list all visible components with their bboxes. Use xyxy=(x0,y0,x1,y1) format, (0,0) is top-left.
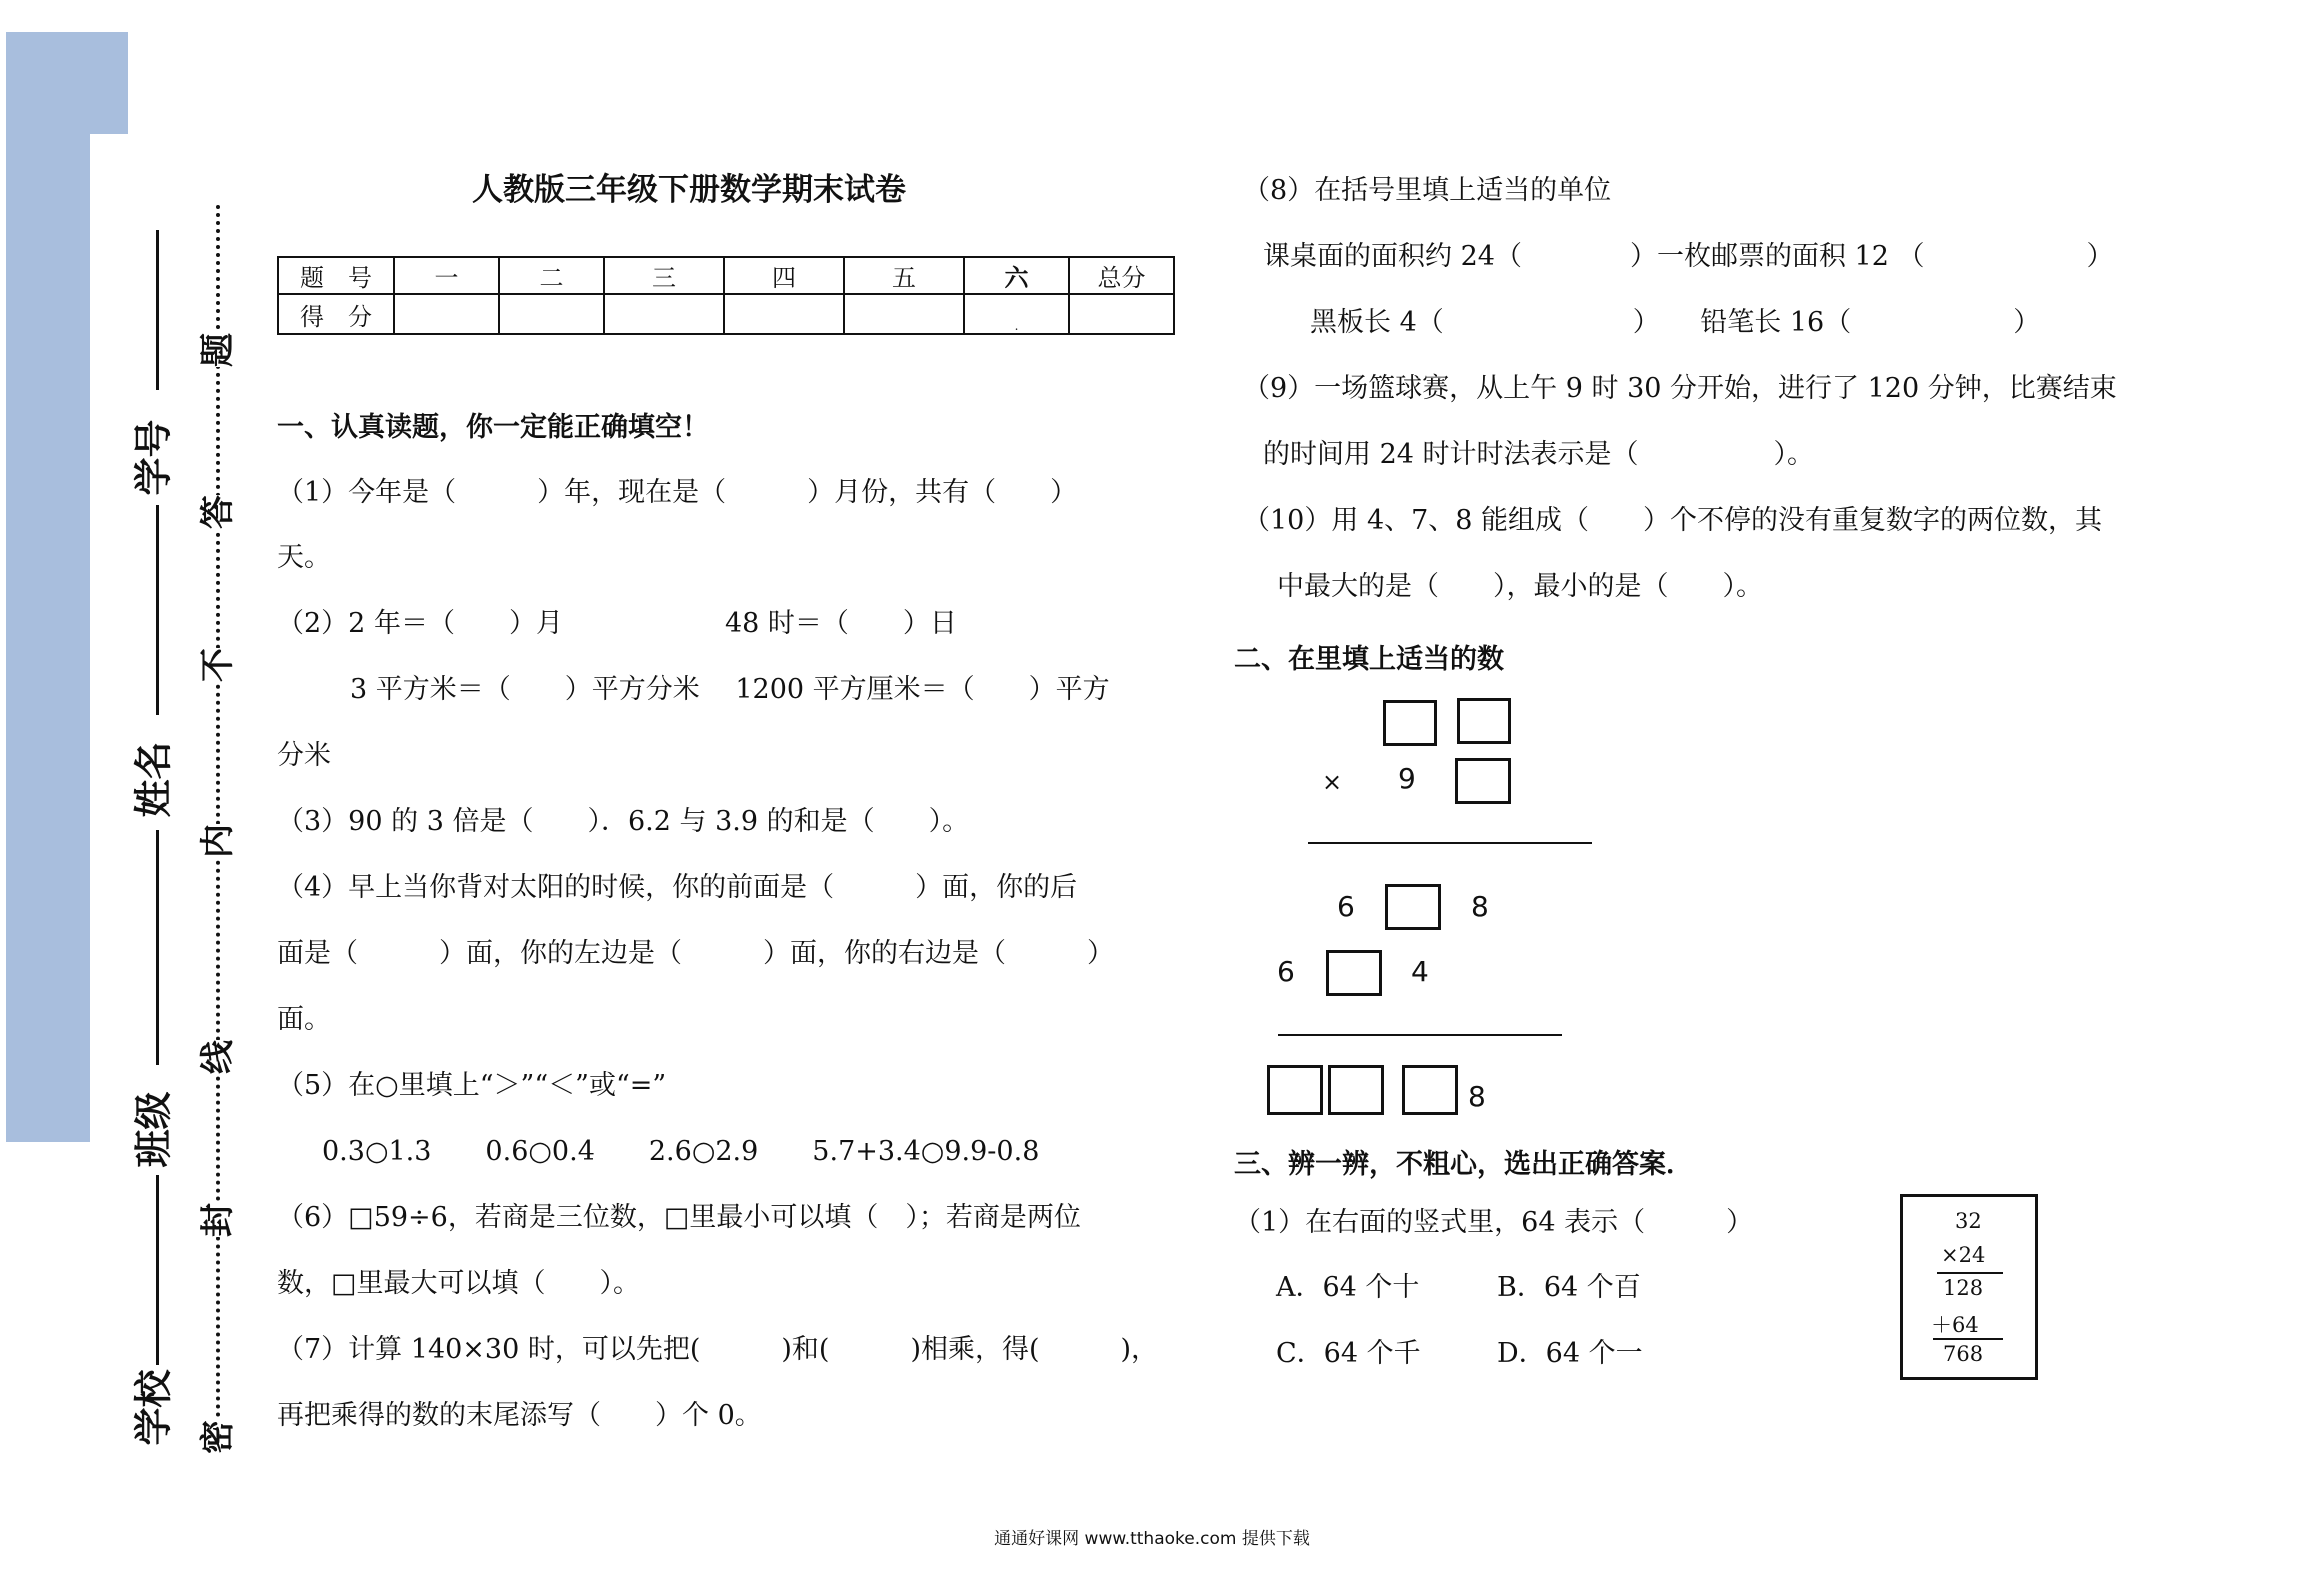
option-b[interactable]: B．64 个百 xyxy=(1497,1272,1641,1303)
score-cell[interactable] xyxy=(844,294,964,334)
question-line: 黑板长 4（ ） 铅笔长 16（ ） xyxy=(1310,307,2041,338)
question-line: 天。 xyxy=(277,542,331,573)
score-header-cell: 六 xyxy=(964,257,1069,294)
question-line: （6）□59÷6，若商是三位数，□里最小可以填（ ）；若商是两位 xyxy=(277,1202,1081,1233)
field-student-id: 学号 xyxy=(131,419,176,496)
question-line: （7）计算 140×30 时，可以先把( )和( )相乘，得( )， xyxy=(277,1334,1159,1365)
question-line: （5）在○里填上“＞”“＜”或“=” xyxy=(277,1070,667,1101)
question-line: （9）一场篮球赛，从上午 9 时 30 分开始，进行了 120 分钟，比赛结束 xyxy=(1243,373,2117,404)
seal-char: 内 xyxy=(198,824,238,858)
field-line xyxy=(156,830,159,1065)
answer-box[interactable] xyxy=(1267,1065,1323,1115)
question-line: 分米 xyxy=(277,740,331,771)
calc-line: 32 xyxy=(1955,1209,1982,1233)
footer-credit: 通通好课网 www.tthaoke.com 提供下载 xyxy=(994,1529,1310,1549)
digit: 8 xyxy=(1468,1080,1486,1113)
field-line xyxy=(156,505,159,715)
answer-box[interactable] xyxy=(1402,1065,1458,1115)
score-cell[interactable] xyxy=(724,294,844,334)
section2-heading: 二、在里填上适当的数 xyxy=(1234,644,1504,675)
score-cell[interactable] xyxy=(604,294,724,334)
field-line xyxy=(156,230,159,390)
seal-char: 线 xyxy=(198,1040,238,1074)
score-cell[interactable]: . xyxy=(964,294,1069,334)
page-title: 人教版三年级下册数学期末试卷 xyxy=(472,172,906,208)
question-line: （1）在右面的竖式里，64 表示（ ） xyxy=(1234,1207,1754,1238)
question-line: （3）90 的 3 倍是（ ）．6.2 与 3.9 的和是（ ）。 xyxy=(277,806,970,837)
score-header-cell: 总分 xyxy=(1069,257,1174,294)
question-line: 面。 xyxy=(277,1004,331,1035)
question-line: 中最大的是（ ），最小的是（ ）。 xyxy=(1277,571,1763,602)
score-header-cell: 二 xyxy=(499,257,604,294)
answer-box[interactable] xyxy=(1457,698,1511,744)
multiply-sign: × xyxy=(1322,768,1343,796)
score-cell[interactable] xyxy=(394,294,499,334)
question-line: 课桌面的面积约 24（ ）一枚邮票的面积 12 （ ） xyxy=(1263,241,2114,272)
calc-rule xyxy=(1278,1034,1562,1036)
answer-box[interactable] xyxy=(1455,758,1511,804)
seal-char: 不 xyxy=(198,648,238,682)
question-line: 0.3○1.3 0.6○0.4 2.6○2.9 5.7+3.4○9.9-0.8 xyxy=(322,1136,1040,1167)
digit: 8 xyxy=(1471,890,1489,923)
question-line: 面是（ ）面，你的左边是（ ）面，你的右边是（ ） xyxy=(277,938,1114,969)
answer-box[interactable] xyxy=(1383,700,1437,746)
vertical-calc-box xyxy=(1900,1194,2038,1380)
score-header-cell: 题 号 xyxy=(278,257,394,294)
field-school: 学校 xyxy=(131,1369,176,1446)
answer-box[interactable] xyxy=(1326,950,1382,996)
answer-box[interactable] xyxy=(1385,884,1441,930)
score-table xyxy=(277,256,1175,335)
seal-char: 题 xyxy=(198,333,238,367)
calc-rule xyxy=(1933,1338,2003,1340)
digit: 9 xyxy=(1398,762,1416,795)
field-class: 班级 xyxy=(131,1091,176,1168)
digit: 4 xyxy=(1411,955,1429,988)
seal-char: 密 xyxy=(198,1420,238,1454)
section1-heading: 一、认真读题，你一定能正确填空！ xyxy=(277,412,709,443)
side-band-inner xyxy=(90,134,128,1144)
question-line: 数，□里最大可以填（ ）。 xyxy=(277,1268,641,1299)
score-cell[interactable] xyxy=(1069,294,1174,334)
calc-rule xyxy=(1308,842,1592,844)
question-line: （4）早上当你背对太阳的时候，你的前面是（ ）面，你的后 xyxy=(277,872,1078,903)
score-header-cell: 三 xyxy=(604,257,724,294)
field-line xyxy=(156,1175,159,1365)
calc-line: ＋64 xyxy=(1931,1313,1979,1337)
option-d[interactable]: D．64 个一 xyxy=(1497,1338,1643,1369)
calc-line: 768 xyxy=(1943,1342,1984,1366)
section3-heading: 三、辨一辨，不粗心，选出正确答案． xyxy=(1234,1149,1693,1180)
question-line: （2）2 年＝（ ）月 48 时＝（ ）日 xyxy=(277,608,957,639)
option-c[interactable]: C．64 个千 xyxy=(1276,1338,1421,1369)
score-row-label: 得 分 xyxy=(278,294,394,334)
score-cell[interactable] xyxy=(499,294,604,334)
calc-rule xyxy=(1937,1272,2003,1274)
answer-box[interactable] xyxy=(1328,1065,1384,1115)
digit: 6 xyxy=(1277,955,1295,988)
question-line: （1）今年是（ ）年，现在是（ ）月份，共有（ ） xyxy=(277,477,1078,508)
seal-char: 封 xyxy=(198,1203,238,1237)
score-header-cell: 一 xyxy=(394,257,499,294)
question-line: 的时间用 24 时计时法表示是（ ）。 xyxy=(1263,439,1815,470)
digit: 6 xyxy=(1337,890,1355,923)
field-name: 姓名 xyxy=(131,741,176,818)
option-a[interactable]: A．64 个十 xyxy=(1276,1272,1420,1303)
calc-line: 128 xyxy=(1943,1276,1984,1300)
question-line: 再把乘得的数的末尾添写（ ）个 0。 xyxy=(277,1400,762,1431)
question-line: 3 平方米＝（ ）平方分米 1200 平方厘米＝（ ）平方 xyxy=(350,674,1110,705)
question-line: （10）用 4、7、8 能组成（ ）个不停的没有重复数字的两位数，其 xyxy=(1243,505,2103,536)
score-header-cell: 四 xyxy=(724,257,844,294)
seal-char: 答 xyxy=(198,495,238,529)
calc-line: ×24 xyxy=(1941,1243,1986,1267)
question-line: （8）在括号里填上适当的单位 xyxy=(1243,175,1612,206)
score-header-cell: 五 xyxy=(844,257,964,294)
